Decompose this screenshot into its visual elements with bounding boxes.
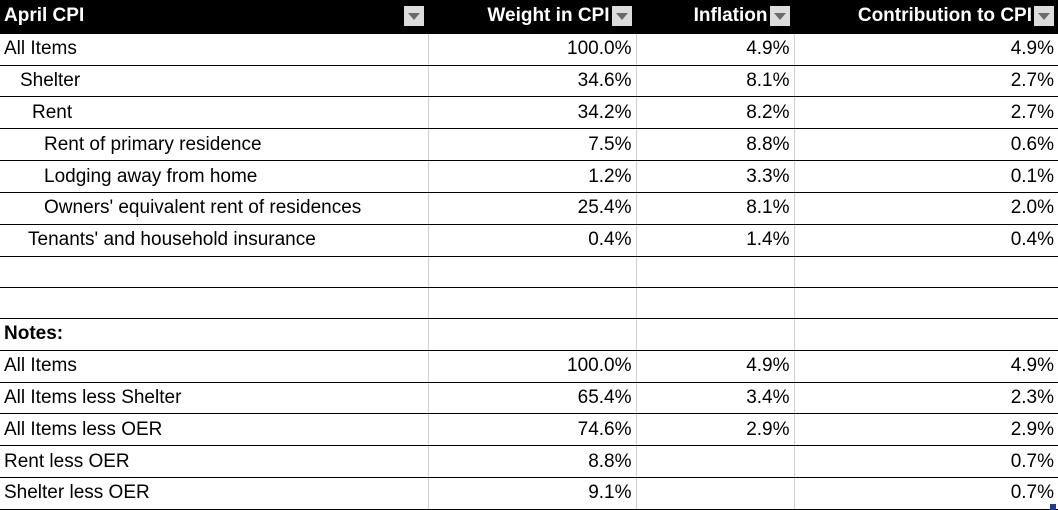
empty-cell[interactable] bbox=[636, 287, 794, 318]
weight-cell[interactable]: 100.0% bbox=[428, 350, 636, 382]
table-row bbox=[0, 161, 1058, 193]
empty-cell[interactable] bbox=[0, 287, 428, 318]
row-label[interactable]: All Items less OER bbox=[0, 414, 428, 446]
contribution-cell[interactable]: 2.0% bbox=[794, 192, 1058, 224]
row-label[interactable]: Lodging away from home bbox=[0, 161, 428, 193]
weight-cell[interactable]: 25.4% bbox=[428, 192, 636, 224]
weight-cell[interactable]: 0.4% bbox=[428, 224, 636, 256]
row-label[interactable]: All Items bbox=[0, 33, 428, 65]
header-cell-inflation[interactable] bbox=[636, 0, 794, 33]
row-label[interactable]: Shelter bbox=[0, 65, 428, 97]
filter-dropdown-icon[interactable] bbox=[404, 6, 424, 26]
empty-cell[interactable] bbox=[428, 287, 636, 318]
contribution-cell[interactable]: 0.7% bbox=[794, 446, 1058, 478]
header-label: Weight in CPI bbox=[487, 5, 610, 27]
header-cell-contribution[interactable] bbox=[794, 0, 1058, 33]
notes-row bbox=[0, 350, 1058, 382]
empty-cell[interactable] bbox=[636, 318, 794, 350]
empty-cell[interactable] bbox=[428, 256, 636, 287]
weight-cell[interactable]: 74.6% bbox=[428, 414, 636, 446]
inflation-cell[interactable] bbox=[636, 477, 794, 509]
empty-cell[interactable] bbox=[428, 318, 636, 350]
empty-cell[interactable] bbox=[794, 256, 1058, 287]
inflation-cell[interactable]: 8.8% bbox=[636, 129, 794, 161]
header-cell-weight[interactable] bbox=[428, 0, 636, 33]
table-row bbox=[0, 224, 1058, 256]
weight-cell[interactable]: 65.4% bbox=[428, 382, 636, 414]
notes-row bbox=[0, 477, 1058, 509]
contribution-cell[interactable]: 4.9% bbox=[794, 350, 1058, 382]
contribution-cell[interactable]: 0.6% bbox=[794, 129, 1058, 161]
contribution-cell[interactable]: 2.7% bbox=[794, 97, 1058, 129]
inflation-cell[interactable]: 8.2% bbox=[636, 97, 794, 129]
inflation-cell[interactable]: 4.9% bbox=[636, 350, 794, 382]
inflation-cell[interactable]: 3.3% bbox=[636, 161, 794, 193]
inflation-cell[interactable]: 3.4% bbox=[636, 382, 794, 414]
table-row bbox=[0, 33, 1058, 65]
table-row bbox=[0, 97, 1058, 129]
notes-row bbox=[0, 414, 1058, 446]
contribution-cell[interactable]: 2.7% bbox=[794, 65, 1058, 97]
inflation-cell[interactable]: 8.1% bbox=[636, 192, 794, 224]
row-label[interactable]: Tenants' and household insurance bbox=[0, 224, 428, 256]
row-label[interactable]: All Items bbox=[0, 350, 428, 382]
inflation-cell[interactable]: 4.9% bbox=[636, 33, 794, 65]
selection-fill-handle[interactable] bbox=[1050, 504, 1056, 510]
contribution-cell[interactable]: 4.9% bbox=[794, 33, 1058, 65]
empty-cell[interactable] bbox=[636, 256, 794, 287]
row-label[interactable]: Rent of primary residence bbox=[0, 129, 428, 161]
inflation-cell[interactable] bbox=[636, 446, 794, 478]
weight-cell[interactable]: 8.8% bbox=[428, 446, 636, 478]
contribution-cell[interactable]: 2.3% bbox=[794, 382, 1058, 414]
contribution-cell[interactable]: 0.7% bbox=[794, 477, 1058, 509]
empty-cell[interactable] bbox=[794, 318, 1058, 350]
filter-dropdown-icon[interactable] bbox=[612, 6, 632, 26]
empty-cell[interactable] bbox=[794, 287, 1058, 318]
header-row bbox=[0, 0, 1058, 33]
inflation-cell[interactable]: 2.9% bbox=[636, 414, 794, 446]
header-cell-april-cpi[interactable] bbox=[0, 0, 428, 33]
filter-dropdown-icon[interactable] bbox=[1034, 6, 1054, 26]
row-label[interactable]: Shelter less OER bbox=[0, 477, 428, 509]
row-label[interactable]: Owners' equivalent rent of residences bbox=[0, 192, 428, 224]
inflation-cell[interactable]: 8.1% bbox=[636, 65, 794, 97]
notes-row bbox=[0, 446, 1058, 478]
weight-cell[interactable]: 1.2% bbox=[428, 161, 636, 193]
row-label[interactable]: Rent less OER bbox=[0, 446, 428, 478]
header-label: Inflation bbox=[693, 5, 768, 27]
notes-row bbox=[0, 382, 1058, 414]
contribution-cell[interactable]: 2.9% bbox=[794, 414, 1058, 446]
row-label[interactable]: Rent bbox=[0, 97, 428, 129]
header-label: Contribution to CPI bbox=[857, 5, 1032, 27]
empty-row bbox=[0, 256, 1058, 287]
weight-cell[interactable]: 100.0% bbox=[428, 33, 636, 65]
weight-cell[interactable]: 34.6% bbox=[428, 65, 636, 97]
table-row bbox=[0, 129, 1058, 161]
row-label[interactable]: All Items less Shelter bbox=[0, 382, 428, 414]
weight-cell[interactable]: 34.2% bbox=[428, 97, 636, 129]
empty-cell[interactable] bbox=[0, 256, 428, 287]
contribution-cell[interactable]: 0.1% bbox=[794, 161, 1058, 193]
empty-row bbox=[0, 287, 1058, 318]
notes-header-row bbox=[0, 318, 1058, 350]
inflation-cell[interactable]: 1.4% bbox=[636, 224, 794, 256]
weight-cell[interactable]: 9.1% bbox=[428, 477, 636, 509]
weight-cell[interactable]: 7.5% bbox=[428, 129, 636, 161]
table-row bbox=[0, 65, 1058, 97]
notes-label[interactable]: Notes: bbox=[0, 318, 428, 350]
table-row bbox=[0, 192, 1058, 224]
header-label: April CPI bbox=[4, 5, 85, 27]
contribution-cell[interactable]: 0.4% bbox=[794, 224, 1058, 256]
filter-dropdown-icon[interactable] bbox=[770, 6, 790, 26]
